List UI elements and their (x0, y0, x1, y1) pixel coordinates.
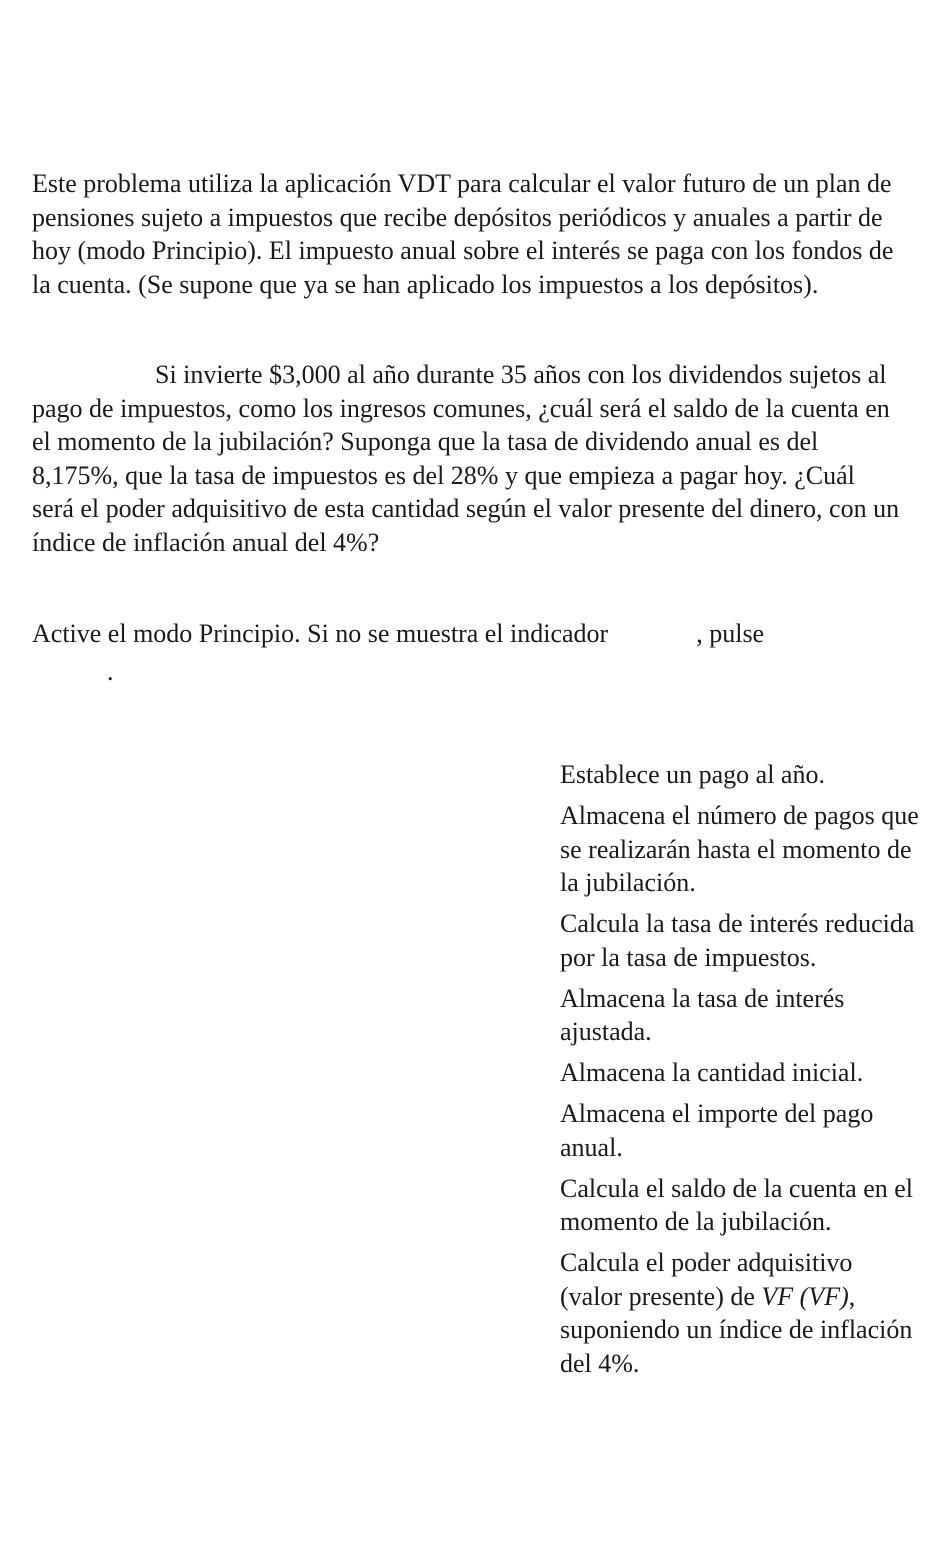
instruction-text-2: , pulse (696, 619, 765, 648)
step-description: Almacena la tasa de interés ajustada. (560, 983, 845, 1046)
step-description: Calcula la tasa de interés reducida por la tasa de impuestos. (560, 909, 915, 972)
step-description: Establece un pago al año. (560, 760, 825, 789)
question-paragraph: Si invierte $3,000 al año durante 35 años con los dividendos sujetos al pago de impuestos, como los ingresos comunes, ¿cuál será el saldo de la cuenta en el momento de la jubilación? Suponga que la tasa de dividendo anual es del 8,175%, que la tasa de impuestos es del 28% y que empieza a pagar hoy. ¿Cuál será el poder adquisitivo de esta cantidad según el valor presente del dinero, con un índice de inflación anual del 4%? (32, 360, 900, 557)
vf-key-label: (VF) (799, 1281, 849, 1311)
instruction-text-1: Active el modo Principio. Si no se muestra el indicador (32, 619, 609, 648)
step-description: Almacena la cantidad inicial. (560, 1058, 864, 1087)
step-description: Almacena el importe del pago anual. (560, 1099, 874, 1162)
vf-variable: VF (761, 1281, 794, 1311)
step-text: , suponiendo un índice de inflación del 4%. (560, 1281, 913, 1378)
instruction-paragraph (32, 617, 902, 651)
step-text: Calcula el poder adquisitivo (valor presente) de (560, 1248, 853, 1311)
instruction-trailing-period: . (107, 657, 114, 686)
step-description (560, 1246, 920, 1380)
step-description: Calcula el saldo de la cuenta en el momento de la jubilación. (560, 1173, 914, 1236)
intro-paragraph: Este problema utiliza la aplicación VDT para calcular el valor futuro de un plan de pensiones sujeto a impuestos que recibe depósitos periódicos y anuales a partir de hoy (modo Principio). El impuesto anual sobre el interés se paga con los fondos de la cuenta. (Se supone que ya se han aplicado los impuestos a los depósitos). (32, 169, 894, 299)
step-description: Almacena el número de pagos que se realizarán hasta el momento de la jubilación. (560, 801, 919, 897)
steps-list (560, 758, 920, 1388)
